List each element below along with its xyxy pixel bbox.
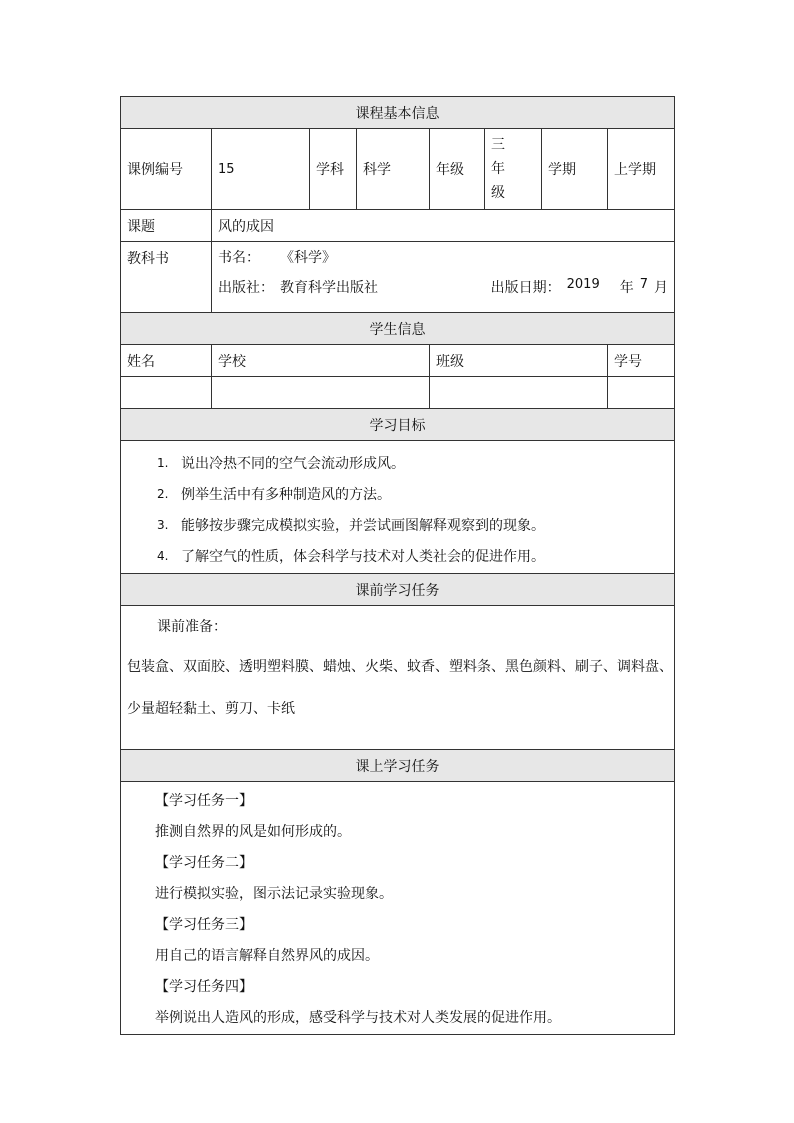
basic-info-header: [121, 97, 675, 129]
grade-value: [485, 129, 542, 210]
textbook-row: [121, 242, 675, 313]
goal-text: 说出冷热不同的空气会流动形成风。: [181, 455, 405, 472]
topic-value: 风的成因: [212, 210, 675, 242]
pre-title: 课前准备：: [157, 619, 227, 635]
grade-label: 年级: [430, 129, 485, 210]
task-heading: 【学习任务三】: [155, 917, 253, 933]
topic-label: 课题: [121, 210, 212, 242]
task-heading: 【学习任务四】: [155, 979, 253, 995]
pre-tasks-row: [121, 606, 675, 750]
subject-value: 科学: [357, 129, 430, 210]
student-label-row: [121, 345, 675, 377]
pub-date: [491, 277, 668, 297]
goal-number: 4.: [157, 548, 169, 563]
pre-tasks-title: 课前学习任务: [355, 582, 440, 599]
student-info-title: 学生信息: [369, 321, 426, 338]
pub-year: 2019: [566, 277, 600, 292]
book-name-label: 书名：: [218, 250, 260, 266]
pub-month: 7: [639, 277, 648, 292]
materials-line-2: 少量超轻黏土、剪刀、卡纸: [127, 701, 295, 717]
name-field[interactable]: [121, 377, 212, 409]
student-value-row: [121, 377, 675, 409]
basic-info-title: 课程基本信息: [355, 105, 440, 122]
list-item: [157, 447, 674, 478]
materials-line-1: 包装盒、双面胶、透明塑料膜、蜡烛、火柴、蚊香、塑料条、黑色颜料、刷子、调料盘、: [127, 659, 673, 675]
name-label: 姓名: [121, 345, 212, 377]
topic-row: [121, 210, 675, 242]
pub-date-label: 出版日期：: [490, 280, 561, 296]
class-field[interactable]: [430, 377, 608, 409]
task-heading: 【学习任务二】: [155, 855, 253, 871]
task-text: 用自己的语言解释自然界风的成因。: [155, 948, 379, 964]
pre-tasks-header: [121, 574, 675, 606]
task-text: 举例说出人造风的形成，感受科学与技术对人类发展的促进作用。: [155, 1010, 561, 1026]
lesson-table: [120, 96, 675, 1035]
case-no-label: 课例编号: [121, 129, 212, 210]
class-tasks-content: [121, 782, 675, 1035]
goal-text: 了解空气的性质，体会科学与技术对人类社会的促进作用。: [181, 548, 545, 565]
book-name-value: 《科学》: [280, 250, 336, 266]
list-item: [157, 540, 674, 571]
class-tasks-title: 课上学习任务: [355, 758, 440, 775]
list-item: [157, 509, 674, 540]
grade-value-line2: 级: [491, 185, 505, 201]
goal-text: 能够按步骤完成模拟实验，并尝试画图解释观察到的现象。: [181, 517, 545, 534]
goal-number: 1.: [157, 455, 169, 470]
lesson-sheet: [120, 96, 674, 1035]
class-tasks-row: [121, 782, 675, 1035]
class-label: 班级: [430, 345, 608, 377]
class-tasks-header: [121, 750, 675, 782]
textbook-label: 教科书: [121, 242, 212, 313]
goal-number: 2.: [157, 486, 169, 501]
goal-number: 3.: [157, 517, 169, 532]
term-value: 上学期: [608, 129, 675, 210]
school-label: 学校: [212, 345, 430, 377]
case-no-value: 15: [212, 129, 310, 210]
id-field[interactable]: [608, 377, 675, 409]
task-text: 推测自然界的风是如何形成的。: [155, 824, 351, 840]
grade-value-line1: 三 年: [491, 137, 517, 177]
student-info-header: [121, 313, 675, 345]
pre-tasks-content: [121, 606, 675, 750]
id-label: 学号: [608, 345, 675, 377]
textbook-details: [212, 242, 675, 313]
publisher-value: 教育科学出版社: [280, 280, 378, 296]
book-name-line: [218, 242, 668, 272]
pub-month-unit: 月: [654, 280, 668, 296]
goals-header: [121, 409, 675, 441]
task-heading: 【学习任务一】: [155, 793, 253, 809]
subject-label: 学科: [310, 129, 357, 210]
goal-text: 例举生活中有多种制造风的方法。: [181, 486, 391, 503]
publisher-label: 出版社：: [218, 280, 274, 296]
term-label: 学期: [542, 129, 608, 210]
task-text: 进行模拟实验，图示法记录实验现象。: [155, 886, 393, 902]
pub-year-unit: 年: [619, 280, 634, 296]
goals-title: 学习目标: [369, 417, 426, 434]
school-field[interactable]: [212, 377, 430, 409]
basic-info-row: [121, 129, 675, 210]
list-item: [157, 478, 674, 509]
publisher-line: [218, 272, 668, 302]
goals-list: [121, 441, 675, 574]
goals-row: [121, 441, 675, 574]
